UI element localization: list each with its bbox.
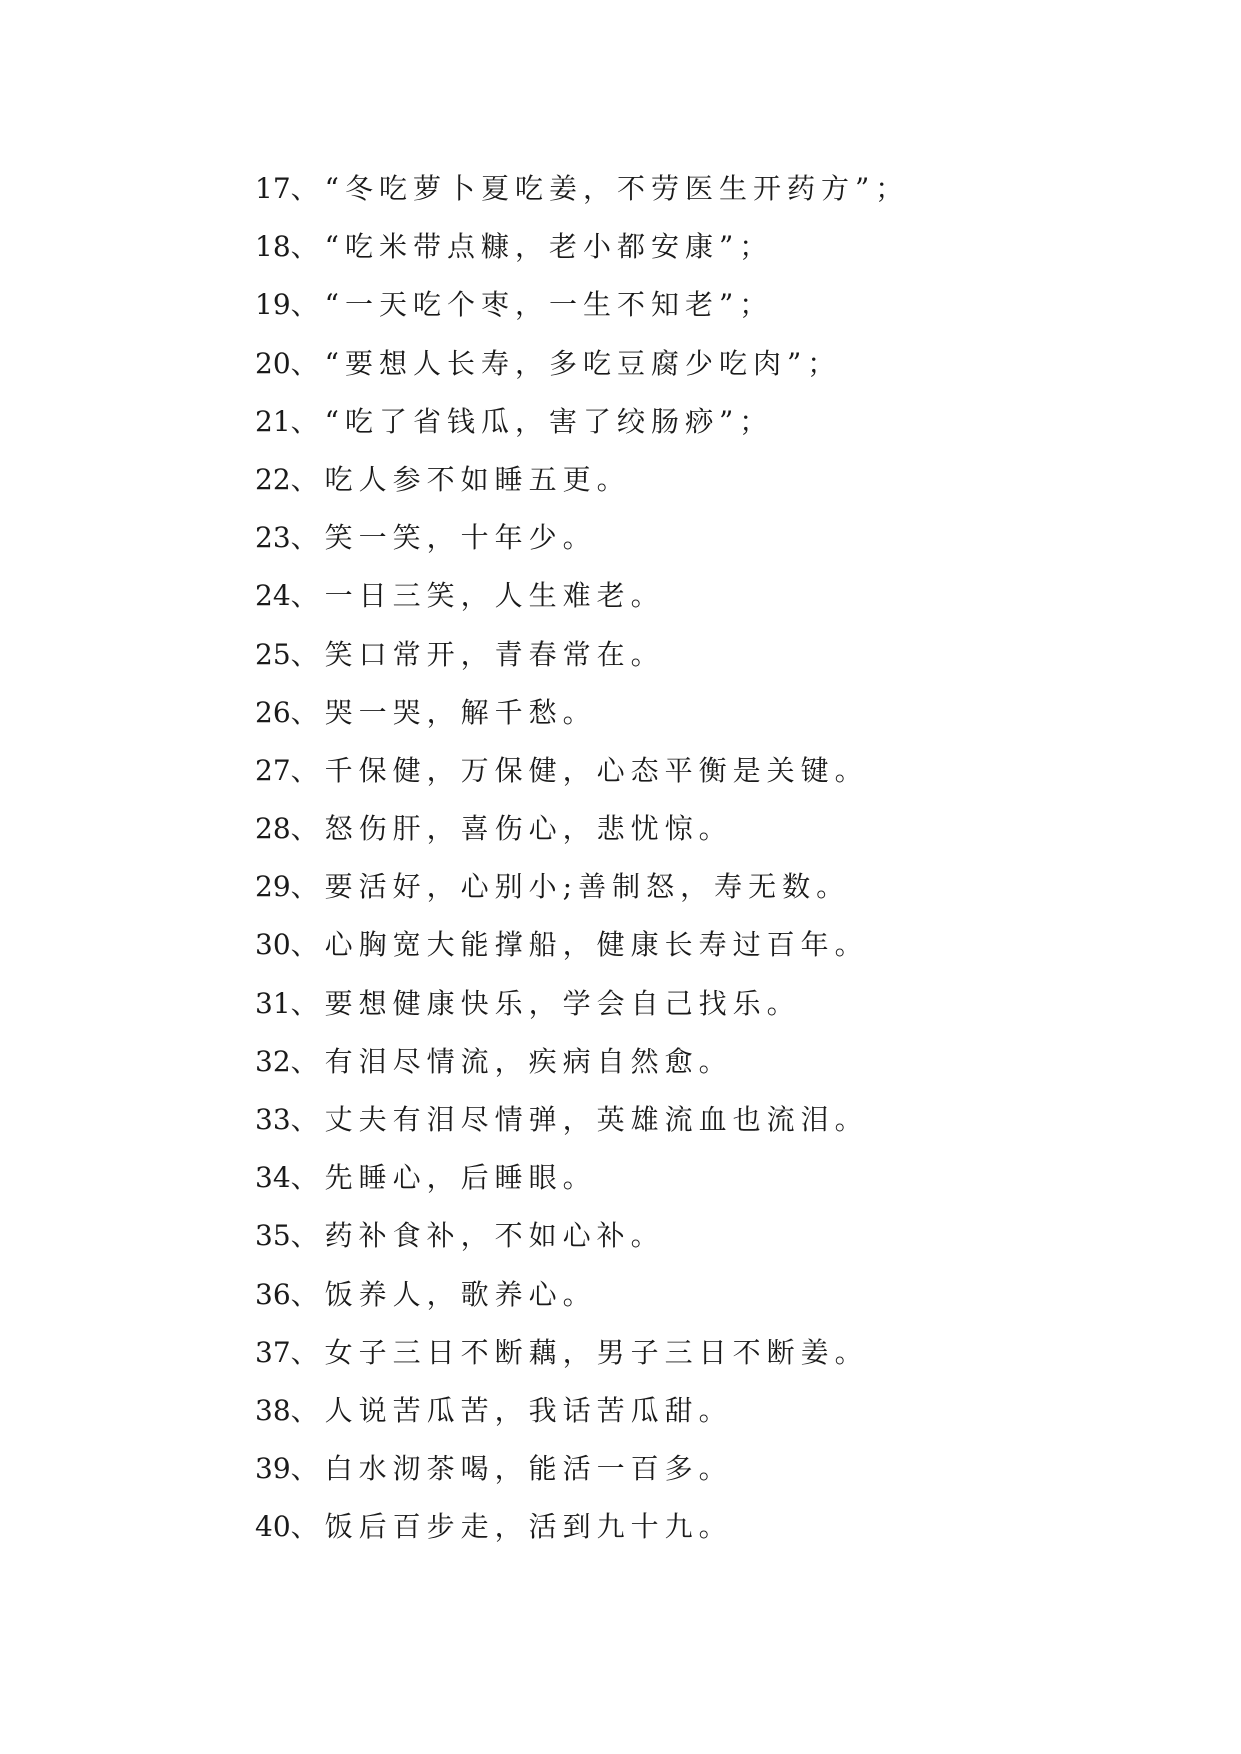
- item-number: 35: [255, 1219, 291, 1253]
- list-item: [255, 1207, 1155, 1265]
- item-number: 37: [255, 1335, 291, 1369]
- item-separator: 、: [290, 288, 325, 322]
- item-number: 39: [255, 1452, 291, 1486]
- list-item: [255, 626, 1155, 684]
- item-text: “吃米带点糠，老小都安康”；: [324, 230, 774, 264]
- item-text: 要活好，心别小;善制怒，寿无数。: [324, 870, 851, 904]
- list-item: [255, 567, 1155, 625]
- list-item: [255, 800, 1155, 858]
- list-item: [255, 1266, 1155, 1324]
- list-item: [255, 975, 1155, 1033]
- item-text: “冬吃萝卜夏吃姜，不劳医生开药方”；: [324, 172, 910, 205]
- list-item: [255, 1091, 1155, 1149]
- item-text: 先睡心，后睡眼。: [324, 1161, 597, 1195]
- item-number: 22: [255, 462, 291, 496]
- saying-list: [255, 160, 1155, 1557]
- item-text: 哭一哭，解千愁。: [324, 695, 597, 729]
- item-separator: 、: [290, 1103, 325, 1136]
- item-number: 33: [255, 1103, 291, 1136]
- item-text: 饭后百步走，活到九十九。: [324, 1510, 733, 1544]
- item-text: 药补食补，不如心补。: [324, 1219, 665, 1253]
- item-separator: 、: [290, 1393, 325, 1427]
- item-text: 丈夫有泪尽情弹，英雄流血也流泪。: [324, 1103, 869, 1136]
- item-text: 心胸宽大能撑船，健康长寿过百年。: [324, 928, 869, 962]
- item-text: 一日三笑，人生难老。: [324, 579, 665, 613]
- item-separator: 、: [290, 462, 325, 496]
- item-separator: 、: [290, 172, 325, 205]
- item-separator: 、: [290, 695, 325, 729]
- item-number: 25: [255, 637, 291, 671]
- list-item: [255, 160, 1155, 218]
- item-text: 人说苦瓜苦，我话苦瓜甜。: [324, 1393, 733, 1427]
- item-number: 23: [255, 521, 291, 555]
- item-separator: 、: [290, 1044, 325, 1078]
- item-number: 20: [255, 346, 291, 380]
- list-item: [255, 335, 1155, 393]
- item-separator: 、: [290, 637, 325, 671]
- item-number: 29: [255, 870, 291, 904]
- item-separator: 、: [290, 870, 325, 904]
- item-separator: 、: [290, 1452, 325, 1486]
- list-item: [255, 509, 1155, 567]
- item-text: 有泪尽情流，疾病自然愈。: [324, 1044, 733, 1078]
- item-number: 30: [255, 928, 291, 962]
- item-number: 21: [255, 404, 291, 438]
- list-item: [255, 916, 1155, 974]
- item-number: 27: [255, 753, 291, 787]
- item-number: 32: [255, 1044, 291, 1078]
- item-number: 38: [255, 1393, 291, 1427]
- item-text: “吃了省钱瓜，害了绞肠痧”；: [324, 404, 774, 438]
- item-separator: 、: [290, 1219, 325, 1253]
- item-text: 白水沏茶喝，能活一百多。: [324, 1452, 733, 1486]
- item-number: 31: [255, 986, 291, 1020]
- item-separator: 、: [290, 346, 325, 380]
- item-number: 18: [255, 230, 291, 264]
- item-number: 19: [255, 288, 291, 322]
- item-text: 笑一笑，十年少。: [324, 521, 597, 555]
- item-text: 要想健康快乐，学会自己找乐。: [324, 986, 801, 1020]
- item-separator: 、: [290, 753, 325, 787]
- list-item: [255, 451, 1155, 509]
- item-separator: 、: [290, 230, 325, 264]
- item-number: 26: [255, 695, 291, 729]
- item-text: 女子三日不断藕，男子三日不断姜。: [324, 1335, 869, 1369]
- list-item: [255, 1324, 1155, 1382]
- item-number: 40: [255, 1510, 291, 1544]
- list-item: [255, 1033, 1155, 1091]
- item-separator: 、: [290, 986, 325, 1020]
- item-number: 34: [255, 1161, 291, 1195]
- item-separator: 、: [290, 521, 325, 555]
- item-separator: 、: [290, 1277, 325, 1311]
- item-text: 千保健，万保健，心态平衡是关键。: [324, 753, 869, 787]
- item-number: 36: [255, 1277, 291, 1311]
- list-item: [255, 276, 1155, 334]
- item-text: “一天吃个枣，一生不知老”；: [324, 288, 774, 322]
- list-item: [255, 1498, 1155, 1556]
- item-separator: 、: [290, 404, 325, 438]
- item-separator: 、: [290, 812, 325, 846]
- list-item: [255, 742, 1155, 800]
- list-item: [255, 393, 1155, 451]
- item-text: 饭养人，歌养心。: [324, 1277, 597, 1311]
- item-separator: 、: [290, 1510, 325, 1544]
- list-item: [255, 858, 1155, 916]
- list-item: [255, 1149, 1155, 1207]
- item-separator: 、: [290, 1335, 325, 1369]
- item-text: 怒伤肝，喜伤心，悲忧惊。: [324, 812, 733, 846]
- item-text: 吃人参不如睡五更。: [324, 462, 631, 496]
- item-separator: 、: [290, 1161, 325, 1195]
- item-text: 笑口常开，青春常在。: [324, 637, 665, 671]
- list-item: [255, 218, 1155, 276]
- item-number: 28: [255, 812, 291, 846]
- list-item: [255, 684, 1155, 742]
- list-item: [255, 1382, 1155, 1440]
- list-item: [255, 1440, 1155, 1498]
- item-number: 17: [255, 172, 291, 205]
- item-separator: 、: [290, 928, 325, 962]
- item-separator: 、: [290, 579, 325, 613]
- item-number: 24: [255, 579, 291, 613]
- item-text: “要想人长寿，多吃豆腐少吃肉”；: [324, 346, 842, 380]
